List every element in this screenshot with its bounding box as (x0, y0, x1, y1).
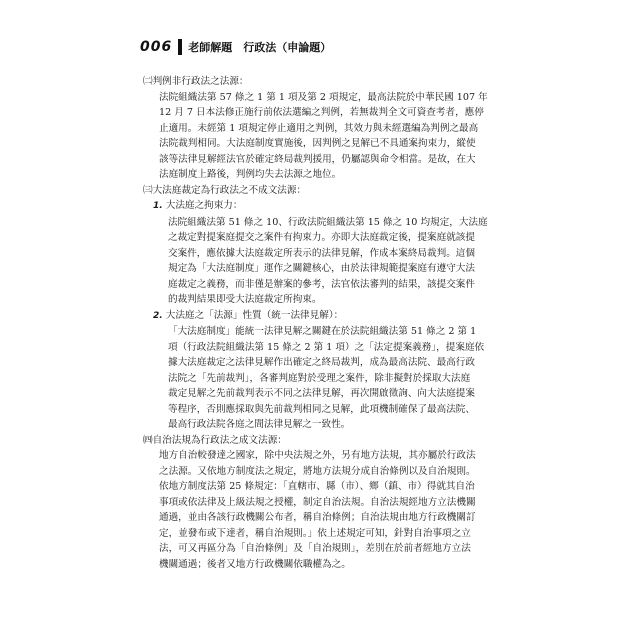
text-line: 等程序，否則應採取與先前裁判相同之見解，此項機制確保了最高法院、 (168, 403, 475, 415)
text-line: 法庭制度上路後，判例均失去法源之地位。 (159, 169, 342, 180)
text-line: 之裁定對提案庭提交之案件有拘束力。亦即大法庭裁定後，提案庭就該提 (168, 232, 475, 243)
running-title: 老師解題 行政法（申論題） (188, 41, 332, 54)
text-line: 最高行政法院各庭之間法律見解之一致性。 (168, 419, 351, 430)
text-line: 庭裁定之義務，而非僅是辦案的參考，法官依法審判的結果，該提交案件 (168, 278, 475, 290)
section-paragraph (143, 448, 498, 572)
text-line: 法院組織法第 57 條之 1 第 1 項及第 2 項規定，最高法院於中華民國 107 年 (159, 91, 488, 103)
subsection-heading (143, 308, 498, 325)
text-line: 裁定見解之先前裁判表示不同之法律見解，再次開啟徵詢、向大法庭提案 (168, 388, 475, 399)
text-line: 止適用。未經第 1 項規定停止適用之判例，其效力與未經選編為判例之最高 (159, 122, 479, 134)
subsection-paragraph (143, 215, 498, 308)
text-line: 法院組織法第 51 條之 10、行政法院組織法第 15 條之 10 均規定，大法庭 (168, 216, 488, 228)
section-heading: ㈢大法庭裁定為行政法之不成文法源： (143, 184, 307, 196)
subsection-paragraph (143, 324, 498, 433)
section-heading: ㈣自治法規為行政法之成文法源： (143, 434, 287, 446)
text-line: 「大法庭制度」能統一法律見解之關鍵在於法院組織法第 51 條之 2 第 1 (168, 326, 477, 337)
text-line: 定，並發布或下達者，稱自治規則。」依上述規定可知，針對自治事項之立 (159, 527, 471, 539)
text-line: 該等法律見解經法官於確定終局裁判援用，仍屬認與命令相當。是故，在大 (159, 153, 476, 165)
text-line: 法院裁判相同。大法庭制度實施後，因判例之見解已不具通案拘束力，縱使 (159, 138, 476, 149)
text-line: 之法源。又依地方制度法之規定，將地方法規分成自治條例以及自治規則。 (159, 465, 476, 477)
subsection-marker: 2. (153, 310, 163, 321)
text-line: 事項或依法律及上級法規之授權，制定自治法規。自治法規經地方立法機關 (159, 496, 476, 508)
section-heading: ㈡判例非行政法之法源： (143, 76, 249, 87)
page-header (140, 38, 331, 56)
subsection-title: 大法庭之拘束力： (165, 200, 243, 211)
text-line: 項（行政法院組織法第 15 條之 2 第 1 項）之「法定提案義務」，提案庭依 (168, 341, 485, 353)
text-line: 地方自治較發達之國家，除中央法規之外，另有地方法規，其亦屬於行政法 (159, 450, 476, 461)
subsection-marker: 1. (153, 201, 163, 211)
text-line: 機關通過；後者又地方行政機關依職權為之。 (159, 558, 351, 570)
text-line: 依地方制度法第 25 條規定：「直轄市、縣（市）、鄉（鎮、市）得就其自治 (159, 481, 475, 492)
subsection-heading (143, 198, 498, 215)
page-number: 006 (140, 39, 173, 55)
text-line: 通過，並由各該行政機關公布者，稱自治條例；自治法規由地方行政機關訂 (159, 512, 476, 523)
text-line: 規定為「大法庭制度」運作之關鍵核心，由於法律規範提案庭有遵守大法 (168, 263, 475, 274)
text-line: 法院之「先前裁判」，各審判庭對於受理之案件，除非擬對於採取大法庭 (168, 372, 471, 384)
text-line: 交案件，應依據大法庭裁定所表示的法律見解，作成本案終局裁判。這個 (168, 247, 475, 259)
section-paragraph (143, 90, 498, 183)
text-line: 的裁判結果即受大法庭裁定所拘束。 (168, 294, 322, 305)
text-line: 法，可又再區分為「自治條例」及「自治規則」，差別在於前者經地方立法 (159, 543, 471, 554)
header-divider-bar (178, 39, 182, 55)
text-line: 12 月 7 日本法修正施行前依法選編之判例，若無裁判全文可資查考者，應停 (159, 107, 484, 118)
subsection-title: 大法庭之「法源」性質（統一法律見解）： (165, 309, 344, 321)
text-line: 據大法庭裁定之法律見解作出確定之終局裁判，成為最高法院、最高行政 (168, 357, 475, 368)
page-body (143, 74, 498, 572)
